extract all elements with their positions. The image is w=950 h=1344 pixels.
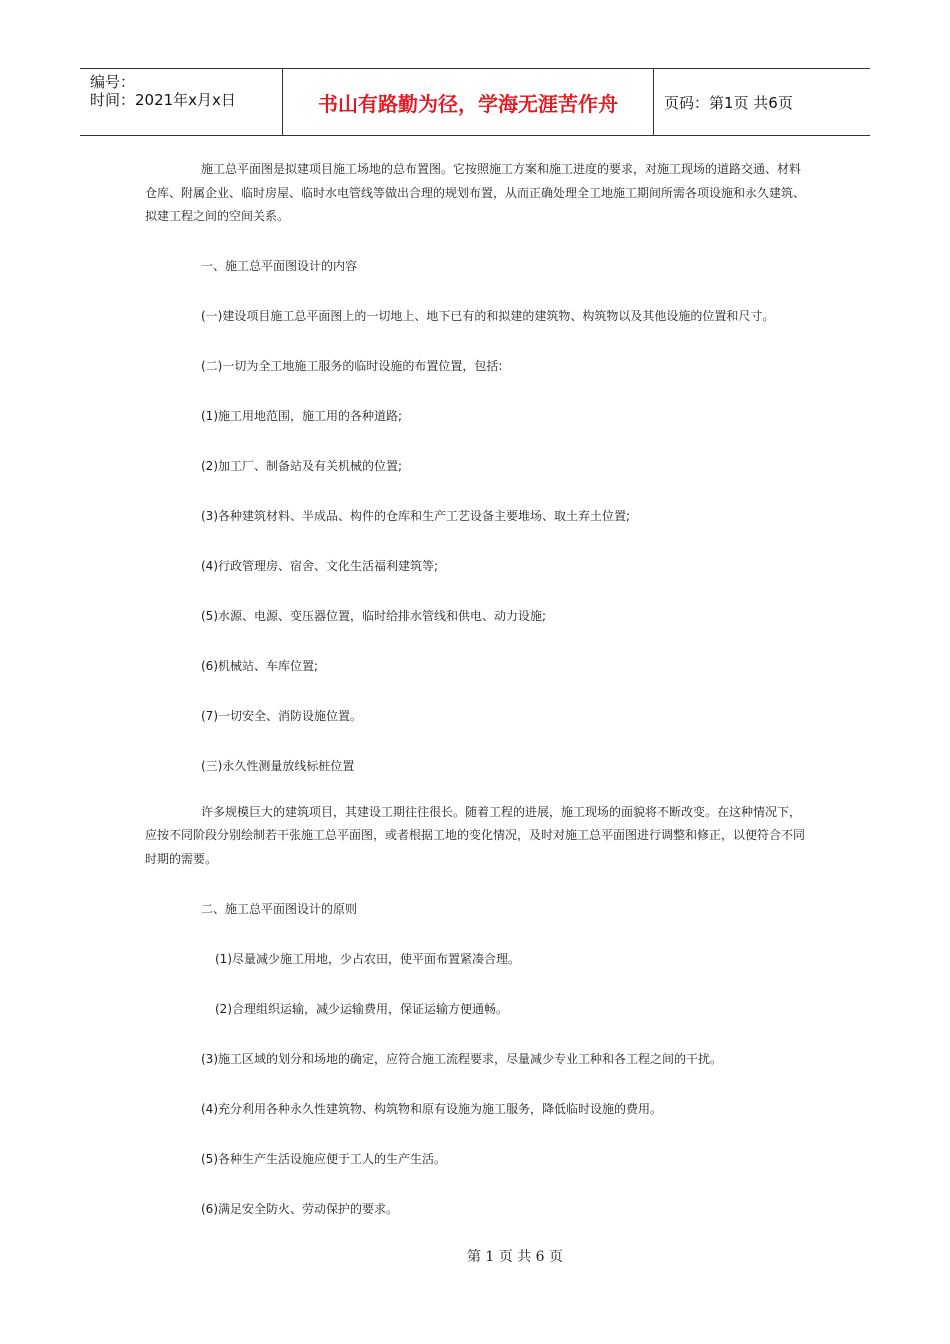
document-number-label: 编号： [90, 73, 136, 91]
principle-item: (6)满足安全防火、劳动保护的要求。 [201, 1201, 398, 1216]
section-heading: 二、施工总平面图设计的原则 [201, 901, 358, 916]
document-header [80, 68, 870, 136]
content-subitem: (3)各种建筑材料、半成品、构件的仓库和生产工艺设备主要堆场、取土弃土位置; [201, 509, 631, 523]
page-footer [0, 1246, 950, 1266]
footer-page-number: 第 1 页 共 6 页 [466, 1249, 564, 1265]
content-item: (三)永久性测量放线标桩位置 [201, 759, 355, 773]
content-subitem: (7)一切安全、消防设施位置。 [201, 709, 362, 723]
document-body [145, 158, 805, 1221]
principle-item: (4)充分利用各种永久性建筑物、构筑物和原有设施为施工服务，降低临时设施的费用。 [201, 1101, 663, 1116]
principle-item: (1)尽量减少施工用地，少占农田，使平面布置紧凑合理。 [215, 951, 521, 966]
principle-item: (3)施工区域的划分和场地的确定，应符合施工流程要求，尽量减少专业工种和各工程之间的干扰。 [201, 1051, 723, 1066]
intro-paragraph: 施工总平面图是拟建项目施工场地的总布置图。它按照施工方案和施工进度的要求，对施工现场的道路交通、材料仓库、附属企业、临时房屋、临时水电管线等做出合理的规划布置，从而正确处理全工地施工期间所需各项设施和永久建筑、拟建工程之间的空间关系。 [145, 162, 806, 223]
note-paragraph: 许多规模巨大的建筑项目，其建设工期往往很长。随着工程的进展，施工现场的面貌将不断改变。在这种情况下，应按不同阶段分别绘制若干张施工总平面图，或者根据工地的变化情况，及时对施工总平面图进行调整和修正，以便符合不同时期的需要。 [145, 804, 806, 866]
document-time-label: 时间：2021年x月x日 [90, 91, 236, 109]
section-heading: 一、施工总平面图设计的内容 [201, 259, 358, 273]
principle-item: (5)各种生产生活设施应便于工人的生产生活。 [201, 1151, 446, 1166]
header-divider [653, 69, 654, 135]
content-subitem: (1)施工用地范围，施工用的各种道路; [201, 409, 403, 423]
content-item: (一)建设项目施工总平面图上的一切地上、地下已有的和拟建的建筑物、构筑物以及其他设施的位置和尺寸。 [201, 309, 775, 323]
content-subitem: (6)机械站、车库位置; [201, 659, 319, 673]
content-subitem: (4)行政管理房、宿舍、文化生活福利建筑等; [201, 559, 439, 573]
header-motto: 书山有路勤为径，学海无涯苦作舟 [318, 92, 618, 116]
content-item: (二)一切为全工地施工服务的临时设施的布置位置，包括: [201, 359, 503, 373]
content-subitem: (5)水源、电源、变压器位置，临时给排水管线和供电、动力设施; [201, 609, 547, 623]
principle-item: (2)合理组织运输，减少运输费用，保证运输方便通畅。 [215, 1001, 509, 1016]
header-page-info: 页码：第1页 共6页 [664, 94, 793, 112]
content-subitem: (2)加工厂、制备站及有关机械的位置; [201, 459, 403, 473]
